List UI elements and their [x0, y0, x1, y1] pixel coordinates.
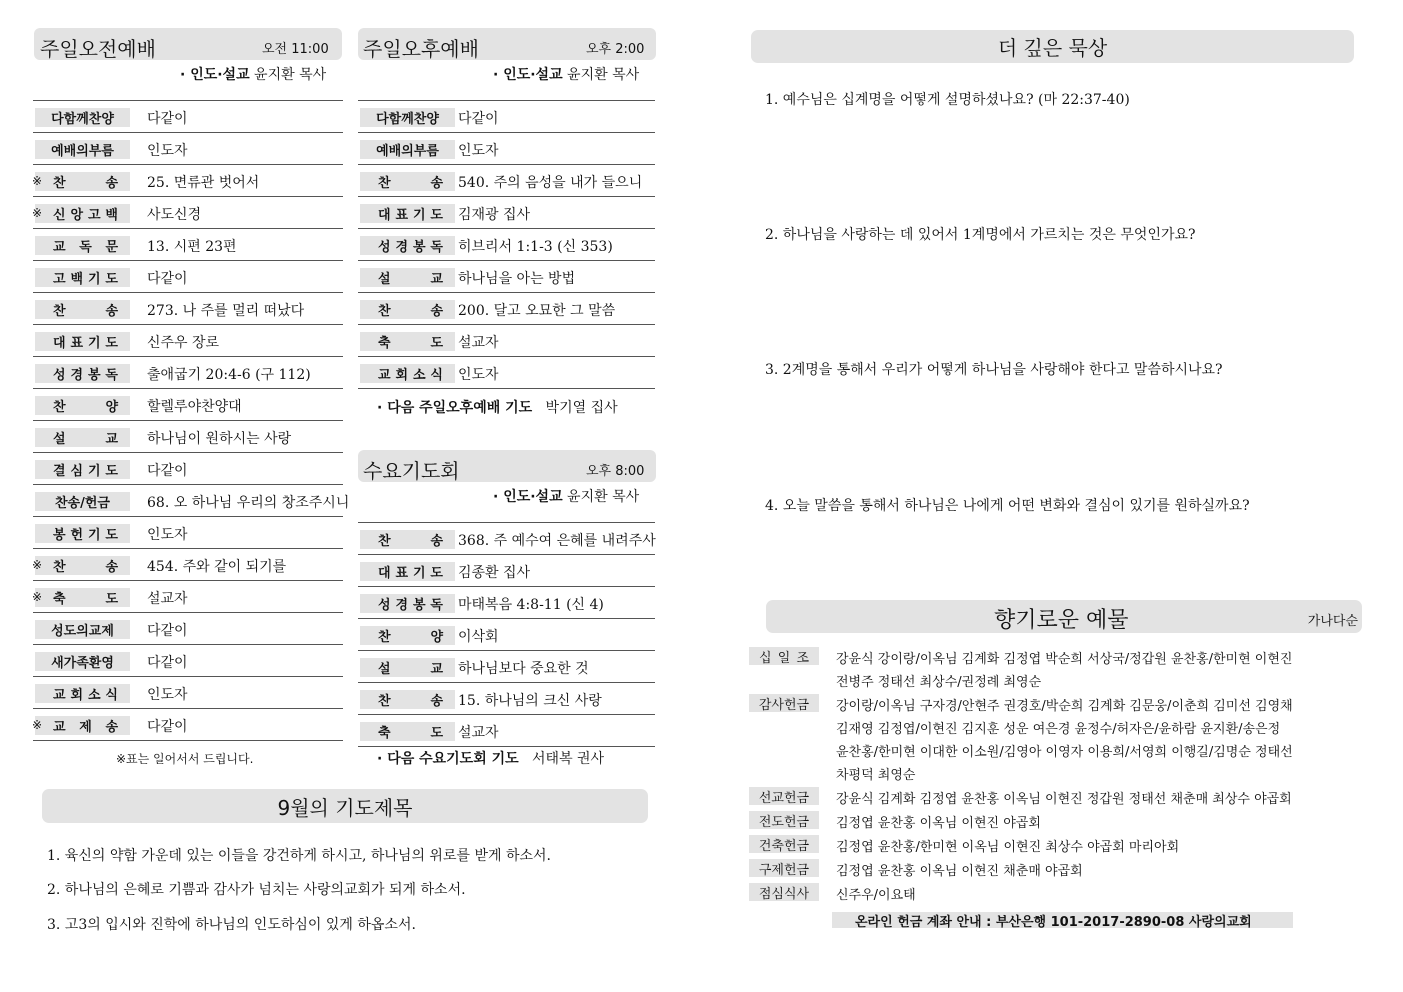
order-label	[35, 588, 130, 607]
label-char: 찬	[378, 534, 391, 549]
label-char: 교	[378, 368, 391, 383]
label-char: 축	[378, 726, 391, 741]
offering-category: 선교헌금	[749, 787, 819, 805]
order-value: 설교자	[147, 591, 188, 607]
label-char: 찬	[53, 400, 66, 415]
label-char: 독	[105, 368, 118, 383]
order-value: 다같이	[458, 111, 499, 127]
order-row	[33, 421, 343, 453]
order-label	[35, 268, 130, 287]
label-char: 설	[378, 272, 391, 287]
prayer-title: 9월의 기도제목	[42, 789, 648, 823]
standing-mark: ※	[32, 558, 43, 572]
label-char: 독	[79, 240, 92, 255]
label-char: 봉	[412, 598, 426, 613]
order-row	[358, 325, 655, 357]
label-char: 찬	[53, 560, 66, 575]
label-char: 심	[70, 464, 84, 479]
wednesday-next-name: 서태복 권사	[532, 751, 605, 767]
label-char: 교	[105, 432, 118, 447]
label-char: 송	[430, 534, 443, 549]
label-char: 제	[79, 720, 92, 735]
label-char: 교	[430, 662, 443, 677]
label-char: 도	[430, 336, 443, 351]
label-char: 소	[87, 688, 101, 703]
offering-category: 전도헌금	[749, 811, 819, 829]
order-value: 출애굽기 20:4-6 (구 112)	[147, 367, 311, 383]
order-value: 마태복음 4:8-11 (신 4)	[458, 597, 604, 613]
morning-leader-name: 윤지환 목사	[249, 67, 327, 83]
wednesday-leader	[493, 486, 639, 506]
label-char: 교	[430, 272, 443, 287]
order-value: 인도자	[458, 367, 499, 383]
label-char: 기	[87, 336, 101, 351]
order-value: 368. 주 예수여 은혜를 내려주사	[458, 533, 656, 549]
order-label	[360, 332, 455, 351]
wednesday-order-list	[358, 522, 655, 747]
label-char: 양	[105, 400, 118, 415]
order-row	[33, 549, 343, 581]
label-char: 축	[378, 336, 391, 351]
offering-names: 신주우/이요태	[836, 888, 916, 903]
label-char: 십	[759, 650, 772, 666]
order-row	[33, 197, 343, 229]
order-label	[360, 268, 455, 287]
morning-title: 주일오전예배	[40, 37, 156, 61]
afternoon-leader-label: · 인도·설교	[493, 67, 563, 83]
label-char: 조	[796, 650, 809, 666]
meditation-question: 4. 오늘 말씀을 통해서 하나님은 나에게 어떤 변화와 결심이 있기를 원하실까요?	[765, 498, 1250, 514]
label-char: 독	[430, 598, 443, 613]
offering-names: 김재영 김정엽/이현진 김지훈 성운 여은경 윤정수/허자은/윤하람 윤지환/송은정	[836, 722, 1281, 737]
afternoon-next-label: · 다음 주일오후예배 기도	[377, 400, 533, 416]
order-value: 김종환 집사	[458, 565, 531, 581]
offering-title: 향기로운 예물	[994, 608, 1129, 633]
order-row	[358, 715, 655, 747]
order-row	[33, 581, 343, 613]
label-char: 도	[430, 566, 443, 581]
order-row	[358, 133, 655, 165]
label-char: 고	[53, 272, 66, 287]
order-row	[33, 677, 343, 709]
label-char: 양	[430, 630, 443, 645]
order-value: 다같이	[147, 463, 188, 479]
label-char: 도	[105, 464, 118, 479]
afternoon-title: 주일오후예배	[363, 37, 479, 61]
order-row	[33, 613, 343, 645]
order-row	[33, 709, 343, 741]
meditation-title: 더 깊은 묵상	[751, 30, 1354, 63]
label-char: 도	[105, 272, 118, 287]
morning-time: 오전 11:00	[262, 42, 329, 57]
order-value: 68. 오 하나님 우리의 창조주시니	[147, 495, 350, 511]
wednesday-leader-name: 윤지환 목사	[562, 489, 640, 505]
order-value: 인도자	[147, 687, 188, 703]
order-value: 다같이	[147, 111, 188, 127]
label-char: 찬	[53, 304, 66, 319]
wednesday-title: 수요기도회	[363, 459, 460, 483]
label-char: 성	[378, 598, 391, 613]
order-value: 200. 달고 오묘한 그 말씀	[458, 303, 616, 319]
order-value: 인도자	[147, 143, 188, 159]
label-char: 문	[105, 240, 118, 255]
order-value: 김재광 집사	[458, 207, 531, 223]
order-value: 하나님을 아는 방법	[458, 271, 576, 287]
order-row	[358, 357, 655, 389]
order-label	[35, 460, 130, 479]
order-row	[358, 229, 655, 261]
offering-category	[749, 647, 819, 665]
label-char: 독	[430, 240, 443, 255]
order-value: 신주우 장로	[147, 335, 220, 351]
standing-mark: ※	[32, 174, 43, 188]
order-row	[358, 523, 655, 555]
label-char: 도	[430, 726, 443, 741]
label-char: 기	[412, 566, 426, 581]
order-row	[358, 619, 655, 651]
order-row	[358, 197, 655, 229]
order-label: 다함께찬양	[360, 108, 455, 127]
offering-order-note: 가나다순	[1307, 614, 1358, 629]
label-char: 대	[378, 566, 391, 581]
offering-names: 차평덕 최영순	[836, 768, 916, 783]
order-label	[360, 204, 455, 223]
order-value: 설교자	[458, 335, 499, 351]
order-label	[35, 172, 130, 191]
order-label	[35, 428, 130, 447]
standing-mark: ※	[32, 590, 43, 604]
order-label	[35, 204, 130, 223]
label-char: 앙	[70, 208, 84, 223]
afternoon-order-list	[358, 100, 655, 389]
label-char: 찬	[378, 304, 391, 319]
order-value: 할렐루야찬양대	[147, 399, 242, 415]
label-char: 백	[70, 272, 84, 287]
order-row	[358, 587, 655, 619]
order-row	[33, 133, 343, 165]
label-char: 기	[87, 528, 101, 543]
order-value: 273. 나 주를 멀리 떠났다	[147, 303, 305, 319]
order-row	[33, 517, 343, 549]
order-label	[360, 236, 455, 255]
order-row	[33, 229, 343, 261]
order-label	[35, 524, 130, 543]
label-char: 교	[53, 240, 66, 255]
label-char: 대	[53, 336, 66, 351]
order-row	[358, 165, 655, 197]
offering-names: 강윤식 김계화 김정엽 윤찬홍 이옥님 이현진 정갑원 정태선 채춘매 최상수 야곱회	[836, 792, 1292, 807]
offering-category: 점심식사	[749, 883, 819, 901]
order-label	[360, 530, 455, 549]
afternoon-time: 오후 2:00	[586, 42, 645, 57]
label-char: 표	[395, 566, 409, 581]
order-label: 찬송/헌금	[35, 492, 130, 511]
label-char: 도	[105, 528, 118, 543]
label-char: 대	[378, 208, 391, 223]
account-info: 온라인 헌금 계좌 안내 : 부산은행 101-2017-2890-08 사랑의교회	[855, 915, 1252, 930]
order-value: 다같이	[147, 655, 188, 671]
offering-names: 전병주 정태선 최상수/권정례 최영순	[836, 675, 1042, 690]
label-char: 기	[87, 464, 101, 479]
label-char: 찬	[53, 176, 66, 191]
label-char: 교	[53, 720, 66, 735]
offering-category: 구제헌금	[749, 859, 819, 877]
order-label	[35, 364, 130, 383]
order-row	[33, 101, 343, 133]
label-char: 백	[105, 208, 118, 223]
label-char: 송	[430, 304, 443, 319]
order-value: 설교자	[458, 725, 499, 741]
order-label	[360, 364, 455, 383]
order-row	[33, 165, 343, 197]
order-value: 25. 면류관 벗어서	[147, 175, 260, 191]
order-row	[33, 645, 343, 677]
label-char: 찬	[378, 694, 391, 709]
label-char: 식	[105, 688, 118, 703]
order-value: 540. 주의 음성을 내가 들으니	[458, 175, 643, 191]
label-char: 경	[395, 240, 409, 255]
order-label	[360, 690, 455, 709]
order-value: 사도신경	[147, 207, 202, 223]
order-row	[33, 261, 343, 293]
order-label: 성도의교제	[35, 620, 130, 639]
label-char: 송	[430, 176, 443, 191]
order-label	[360, 562, 455, 581]
order-value: 이삭회	[458, 629, 499, 645]
label-char: 송	[105, 176, 118, 191]
order-row	[33, 357, 343, 389]
label-char: 송	[430, 694, 443, 709]
order-row	[358, 651, 655, 683]
morning-standing-note: ※표는 일어서서 드립니다.	[116, 752, 254, 766]
order-label	[35, 556, 130, 575]
offering-names: 강이랑/이옥님 구자경/안현주 권경호/박순희 김계화 김문웅/이춘희 김미선 김영채	[836, 699, 1293, 714]
standing-mark: ※	[32, 206, 43, 220]
order-row	[33, 325, 343, 357]
order-label: 예배의부름	[35, 140, 130, 159]
order-row	[33, 293, 343, 325]
order-row	[33, 485, 350, 517]
offering-category: 건축헌금	[749, 835, 819, 853]
label-char: 신	[53, 208, 66, 223]
label-char: 축	[53, 592, 66, 607]
prayer-item: 2. 하나님의 은혜로 기쁨과 감사가 넘치는 사랑의교회가 되게 하소서.	[47, 882, 466, 898]
wednesday-next-label: · 다음 수요기도회 기도	[377, 751, 519, 767]
order-row	[358, 683, 655, 715]
label-char: 송	[105, 720, 118, 735]
afternoon-next-name: 박기열 집사	[545, 400, 618, 416]
label-char: 회	[395, 368, 409, 383]
order-label	[360, 300, 455, 319]
label-char: 기	[412, 208, 426, 223]
order-label	[35, 300, 130, 319]
label-char: 기	[87, 272, 101, 287]
order-row	[33, 389, 343, 421]
order-value: 13. 시편 23편	[147, 239, 237, 255]
label-char: 표	[70, 336, 84, 351]
label-char: 교	[53, 688, 66, 703]
order-label	[360, 594, 455, 613]
wednesday-leader-label: · 인도·설교	[493, 489, 563, 505]
prayer-item: 3. 고3의 입시와 진학에 하나님의 인도하심이 있게 하옵소서.	[47, 917, 416, 933]
afternoon-next-prayer	[377, 397, 618, 417]
label-char: 찬	[378, 630, 391, 645]
offering-category: 감사헌금	[749, 694, 819, 712]
order-value: 다같이	[147, 719, 188, 735]
order-label	[35, 396, 130, 415]
label-char: 결	[53, 464, 66, 479]
label-char: 설	[378, 662, 391, 677]
label-char: 봉	[53, 528, 66, 543]
label-char: 송	[105, 304, 118, 319]
wednesday-next-prayer	[377, 748, 604, 768]
meditation-question: 1. 예수님은 십계명을 어떻게 설명하셨나요? (마 22:37-40)	[765, 92, 1130, 108]
order-value: 인도자	[458, 143, 499, 159]
offering-names: 김정엽 윤찬홍 이옥님 이현진 야곱회	[836, 816, 1041, 831]
order-label	[360, 172, 455, 191]
order-row	[358, 101, 655, 133]
afternoon-leader	[493, 64, 639, 84]
label-char: 일	[777, 650, 791, 666]
order-value: 15. 하나님의 크신 사랑	[458, 693, 602, 709]
wednesday-time: 오후 8:00	[586, 464, 645, 479]
morning-leader-label: · 인도·설교	[180, 67, 250, 83]
standing-mark: ※	[32, 718, 43, 732]
order-label: 다함께찬양	[35, 108, 130, 127]
order-row	[358, 261, 655, 293]
label-char: 찬	[378, 176, 391, 191]
offering-names: 윤찬홍/한미현 이대한 이소원/김영아 이영자 이용희/서영희 이행길/김명순 정태선	[836, 745, 1293, 760]
order-value: 하나님이 원하시는 사랑	[147, 431, 292, 447]
order-value: 인도자	[147, 527, 188, 543]
offering-names: 김정엽 윤찬홍 이옥님 이현진 채춘매 야곱회	[836, 864, 1083, 879]
label-char: 경	[70, 368, 84, 383]
label-char: 소	[412, 368, 426, 383]
label-char: 도	[105, 336, 118, 351]
meditation-question: 3. 2계명을 통해서 우리가 어떻게 하나님을 사랑해야 한다고 말씀하시나요?	[765, 362, 1223, 378]
label-char: 봉	[412, 240, 426, 255]
label-char: 경	[395, 598, 409, 613]
order-label	[360, 658, 455, 677]
order-value: 다같이	[147, 271, 188, 287]
order-label	[360, 626, 455, 645]
label-char: 설	[53, 432, 66, 447]
order-label	[360, 722, 455, 741]
label-char: 도	[105, 592, 118, 607]
label-char: 성	[378, 240, 391, 255]
offering-names: 강윤식 강이랑/이옥님 김계화 김정엽 박순희 서상국/정갑원 윤찬홍/한미현 이현진	[836, 652, 1293, 667]
order-value: 하나님보다 중요한 것	[458, 661, 589, 677]
order-label	[35, 716, 130, 735]
order-label: 예배의부름	[360, 140, 455, 159]
label-char: 회	[70, 688, 84, 703]
label-char: 고	[87, 208, 101, 223]
label-char: 도	[430, 208, 443, 223]
order-label	[35, 236, 130, 255]
label-char: 헌	[70, 528, 84, 543]
label-char: 표	[395, 208, 409, 223]
order-row	[358, 293, 655, 325]
order-value: 454. 주와 같이 되기를	[147, 559, 287, 575]
order-value: 다같이	[147, 623, 188, 639]
label-char: 식	[430, 368, 443, 383]
label-char: 송	[105, 560, 118, 575]
order-label: 새가족환영	[35, 652, 130, 671]
prayer-item: 1. 육신의 약함 가운데 있는 이들을 강건하게 하시고, 하나님의 위로를 받게 하소서.	[47, 848, 551, 864]
order-label	[35, 684, 130, 703]
label-char: 봉	[87, 368, 101, 383]
morning-order-list	[32, 100, 350, 741]
offering-title-bar	[766, 600, 1362, 633]
order-row	[33, 453, 343, 485]
order-row	[358, 555, 655, 587]
order-label	[35, 332, 130, 351]
meditation-question: 2. 하나님을 사랑하는 데 있어서 1계명에서 가르치는 것은 무엇인가요?	[765, 227, 1196, 243]
order-value: 히브리서 1:1-3 (신 353)	[458, 239, 613, 255]
morning-leader	[180, 64, 326, 84]
label-char: 성	[53, 368, 66, 383]
afternoon-leader-name: 윤지환 목사	[562, 67, 640, 83]
offering-names: 김정엽 윤찬홍/한미현 이옥님 이현진 최상수 야곱회 마리아회	[836, 840, 1180, 855]
